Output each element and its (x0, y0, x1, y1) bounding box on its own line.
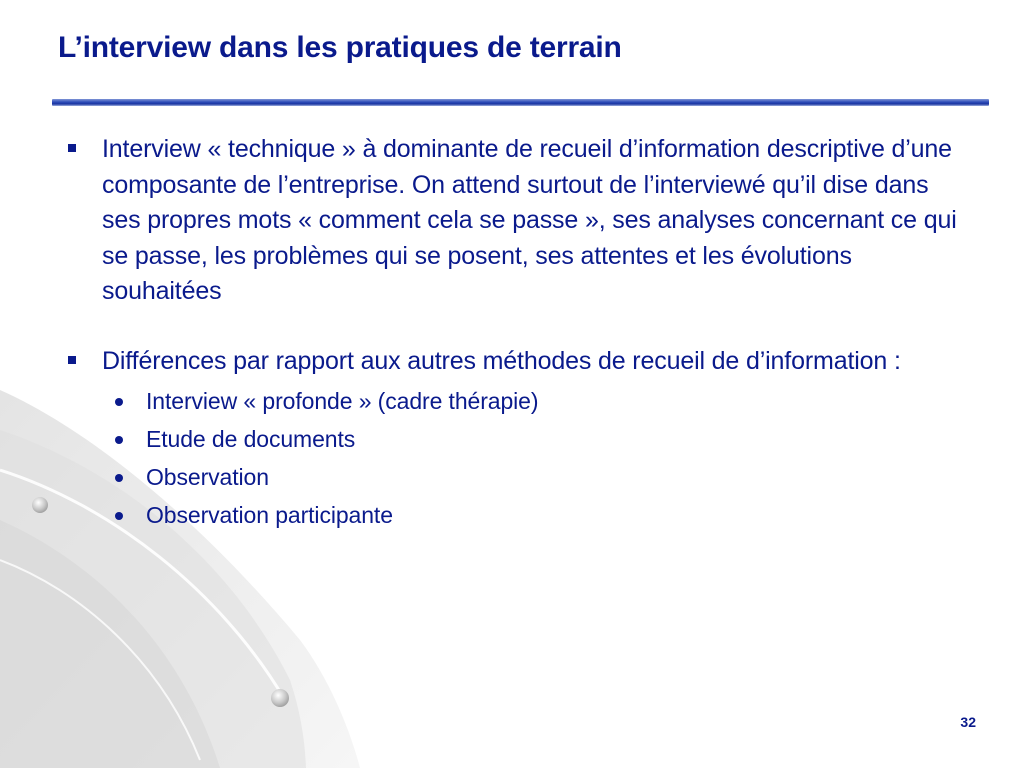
sub-bullet-item (60, 382, 960, 420)
bullet-item-differences (60, 344, 960, 535)
slide-title: L’interview dans les pratiques de terrain (58, 31, 622, 64)
sub-bullet-item (60, 458, 960, 496)
page-number: 32 (960, 714, 976, 730)
round-bullet-icon (115, 512, 123, 520)
bullet-item-technical-interview (60, 132, 960, 310)
sub-bullet-text: Observation participante (146, 502, 393, 528)
sub-bullet-item (60, 496, 960, 534)
round-bullet-icon (115, 436, 123, 444)
slide-content (60, 132, 960, 534)
square-bullet-icon (68, 144, 76, 152)
round-bullet-icon (115, 474, 123, 482)
bullet-text: Différences par rapport aux autres méthodes de recueil de d’information : (102, 346, 901, 375)
round-bullet-icon (115, 398, 123, 406)
sub-bullet-text: Interview « profonde » (cadre thérapie) (146, 388, 539, 414)
sub-bullet-text: Etude de documents (146, 426, 356, 452)
square-bullet-icon (68, 356, 76, 364)
sub-bullet-text: Observation (146, 464, 269, 490)
sub-bullet-list (102, 382, 960, 534)
title-underline-rule (52, 99, 989, 106)
sub-bullet-item (60, 420, 960, 458)
bullet-text: Interview « technique » à dominante de recueil d’information descriptive d’une composante de l’entreprise. On attend surtout de l’interviewé qu’il dise dans ses propres mots « comment cela se passe », ses analyses concernant ce qui se passe, les problèmes qui se posent, ses attentes et les évolutions souhaitées (102, 135, 957, 305)
